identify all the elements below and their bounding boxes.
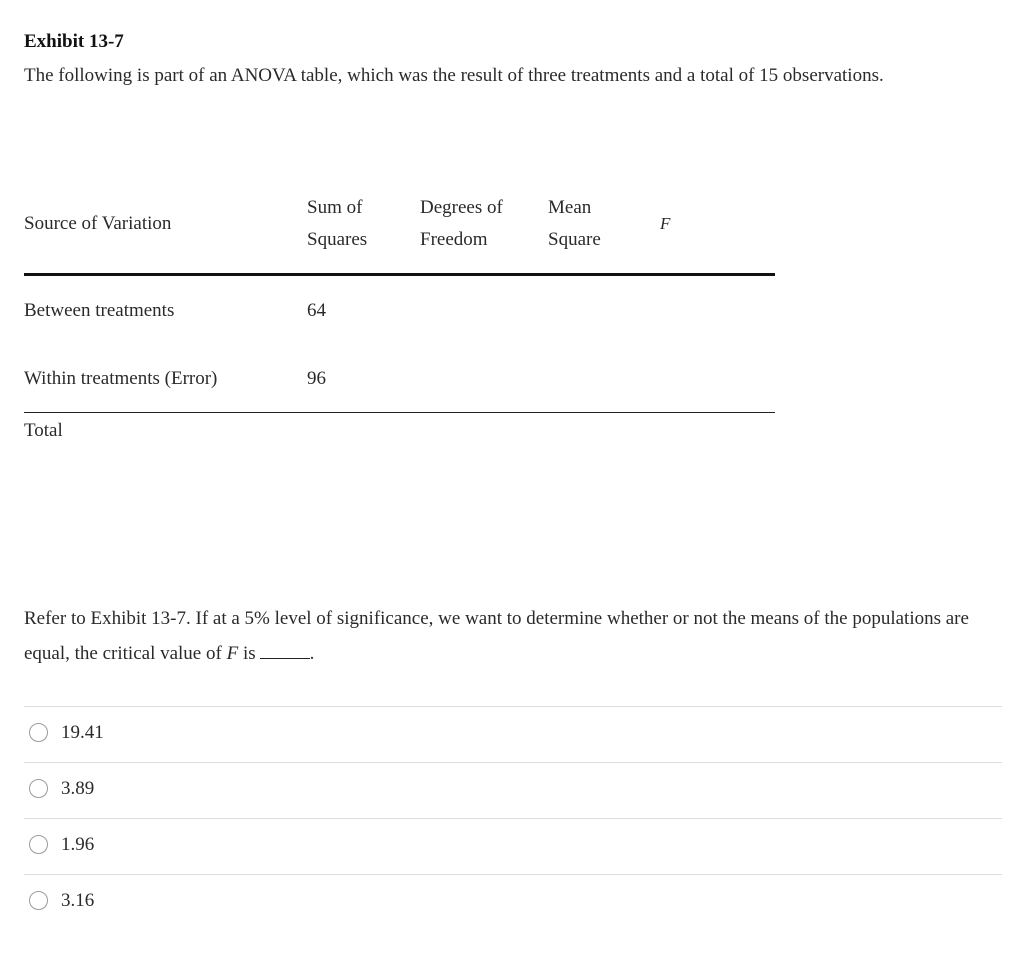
header-mean-square bbox=[548, 192, 601, 256]
option-2[interactable] bbox=[24, 762, 1002, 818]
option-3[interactable] bbox=[24, 818, 1002, 874]
radio-button[interactable] bbox=[29, 723, 48, 742]
option-label[interactable]: 3.16 bbox=[61, 890, 95, 911]
header-divider bbox=[24, 273, 775, 276]
header-ms-line2: Square bbox=[548, 229, 601, 250]
radio-button[interactable] bbox=[29, 891, 48, 910]
question-text bbox=[24, 601, 1004, 671]
exhibit-title: Exhibit 13-7 bbox=[24, 31, 124, 52]
option-label[interactable]: 1.96 bbox=[61, 834, 95, 855]
row-between-ss: 64 bbox=[307, 300, 326, 321]
header-df-line1: Degrees of bbox=[420, 197, 503, 218]
radio-button[interactable] bbox=[29, 835, 48, 854]
option-4[interactable] bbox=[24, 874, 1002, 930]
row-within-source: Within treatments (Error) bbox=[24, 368, 218, 389]
header-ss-line1: Sum of bbox=[307, 197, 363, 218]
row-within-ss: 96 bbox=[307, 368, 326, 389]
option-label[interactable]: 3.89 bbox=[61, 778, 95, 799]
question-part2: is bbox=[242, 643, 256, 664]
header-source: Source of Variation bbox=[24, 213, 172, 234]
radio-button[interactable] bbox=[29, 779, 48, 798]
header-sum-of-squares bbox=[307, 192, 367, 256]
header-df-line2: Freedom bbox=[420, 229, 488, 250]
option-label[interactable]: 19.41 bbox=[61, 722, 104, 743]
question-variable: F bbox=[226, 643, 239, 664]
header-degrees-of-freedom bbox=[420, 192, 503, 256]
anova-table bbox=[24, 190, 775, 450]
header-f: F bbox=[660, 214, 671, 233]
option-1[interactable] bbox=[24, 706, 1002, 762]
row-between-source: Between treatments bbox=[24, 300, 175, 321]
header-ss-line2: Squares bbox=[307, 229, 368, 250]
question-part1: Refer to Exhibit 13-7. If at a 5% level of significance, we want to determine whether or not the means of the populations are equal, the critical value of bbox=[24, 608, 969, 664]
answer-options bbox=[24, 706, 1002, 930]
total-divider bbox=[24, 412, 775, 413]
exhibit-description: The following is part of an ANOVA table, which was the result of three treatments and a total of 15 observations. bbox=[24, 65, 884, 86]
question-end: . bbox=[309, 643, 315, 664]
header-ms-line1: Mean bbox=[548, 197, 592, 218]
row-total-source: Total bbox=[24, 420, 63, 441]
answer-blank bbox=[260, 640, 310, 659]
